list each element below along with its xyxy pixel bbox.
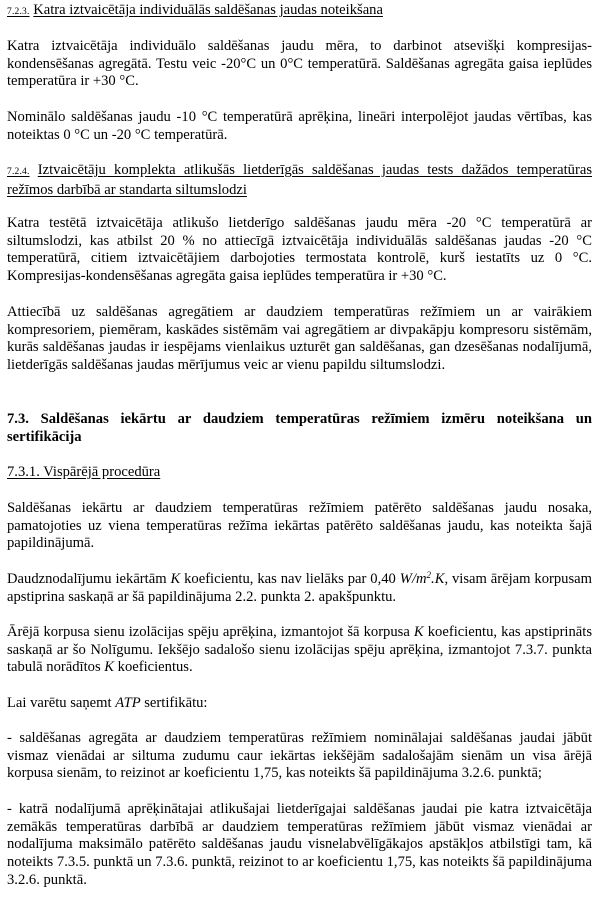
section-number: 7.2.3. <box>7 7 30 17</box>
paragraph-insulation: Ārējā korpusa sienu izolācijas spēju aprēķina, izmantojot šā korpusa K koeficientu, kas apstiprināts saskaņā ar šo Nolīgumu. Iekšējo sadalošo sienu izolācijas spēju aprēķina, izmantojot 7.3.7. punkta tabulā norādītos K koeficientus. <box>7 624 592 676</box>
section-7-3-1-title <box>7 464 592 482</box>
k-symbol: K <box>413 624 424 640</box>
unit: $W/m^2.K$ <box>399 570 445 587</box>
section-7-3-heading: 7.3. Saldēšanas iekārtu ar daudziem temperatūras režīmiem izmēru noteikšana un sertifikācija <box>7 411 592 445</box>
section-title: 7.3.1. Vispārējā procedūra <box>7 464 161 480</box>
section-title: Iztvaicētāju komplekta atlikušās lietderīgās saldēšanas jaudas tests dažādos temperatūras režīmos darbībā ar standarta siltumslodzi <box>7 162 592 198</box>
paragraph: Attiecībā uz saldēšanas agregātiem ar daudziem temperatūras režīmiem un ar vairākiem kompresoriem, piemēram, kaskādes sistēmām vai agregātiem ar divpakāpju kompresoru sistēmām, kurās saldēšanas jaudas ir iespējams vienlaikus uzturēt gan saldēšanas, gan dzesēšanas nodalījumā, lietderīgās saldēšanas jaudas mērījumus veic ar vienu papildu siltumslodzi. <box>7 304 592 374</box>
list-item: - katrā nodalījumā aprēķinātajai atlikušajai lietderīgajai saldēšanas jaudai pie katra iztvaicētāja zemākās temperatūras darbībā ar daudziem temperatūras režīmiem jābūt vismaz vienādai ar nodalījuma maksimālo patērēto saldēšanas jaudu visnelabvēlīgākajos apstākļos atbilstīgi tam, kā noteikts 7.3.5. punktā un 7.3.6. punktā, reizinot to ar koeficientu 1,75, kas noteikts šā papildinājuma 3.2.6. punktā. <box>7 801 592 888</box>
section-title: Katra iztvaicētāja individuālās saldēšanas jaudas noteikšana <box>33 2 383 18</box>
section-7-2-3-title <box>7 2 592 22</box>
atp-abbreviation: ATP <box>115 695 141 711</box>
section-7-2-4-title <box>7 162 592 199</box>
paragraph: Katra iztvaicētāja individuālo saldēšanas jaudu mēra, to darbinot atsevišķi kompresijas-kondensēšanas agregātā. Testu veic -20°C un 0°C temperatūrā. Saldēšanas agregāta gaisa ieplūdes temperatūra ir +30 °C. <box>7 38 592 90</box>
paragraph-k-coefficient: Daudznodalījumu iekārtām K koeficientu, kas nav lielāks par 0,40 $W/m^2.K$, visam ārējam korpusam apstiprina saskaņā ar šā papildinājuma 2.2. punkta 2. apakšpunktu. <box>7 570 592 605</box>
list-item: - saldēšanas agregāta ar daudziem temperatūras režīmiem nominālajai saldēšanas jaudai jābūt vismaz vienādai ar siltuma zudumu caur iekārtas iekšējām sadalošajām sienām un visa ārējā korpusa sienām, to reizinot ar koeficientu 1,75, kas noteikts šā papildinājuma 3.2.6. punktā; <box>7 730 592 782</box>
k-symbol: K <box>170 571 181 587</box>
section-number: 7.2.4. <box>7 167 30 177</box>
paragraph: Katra testētā iztvaicētāja atlikušo lietderīgo saldēšanas jaudu mēra -20 °C temperatūrā ar siltumslodzi, kas atbilst 20 % no attiecīgā iztvaicētāja individuālās saldēšanas jaudas -20 °C temperatūrā, citiem iztvaicētājiem darbojoties termostata kontrolē, kurš iestatīts uz 0 °C. Kompresijas-kondensēšanas agregāta gaisa ieplūdes temperatūra ir +30 °C. <box>7 215 592 285</box>
paragraph-atp: Lai varētu saņemt ATP sertifikātu: <box>7 695 208 711</box>
k-symbol: K <box>104 659 115 676</box>
paragraph: Saldēšanas iekārtu ar daudziem temperatūras režīmiem patērēto saldēšanas jaudu nosaka, pamatojoties uz viena temperatūras režīma iekārtas patērēto saldēšanas jaudu, kas noteikta šajā papildinājumā. <box>7 500 592 552</box>
paragraph: Nominālo saldēšanas jaudu -10 °C temperatūrā aprēķina, lineāri interpolējot jaudas vērtības, kas noteiktas 0 °C un -20 °C temperatūrā. <box>7 109 592 143</box>
